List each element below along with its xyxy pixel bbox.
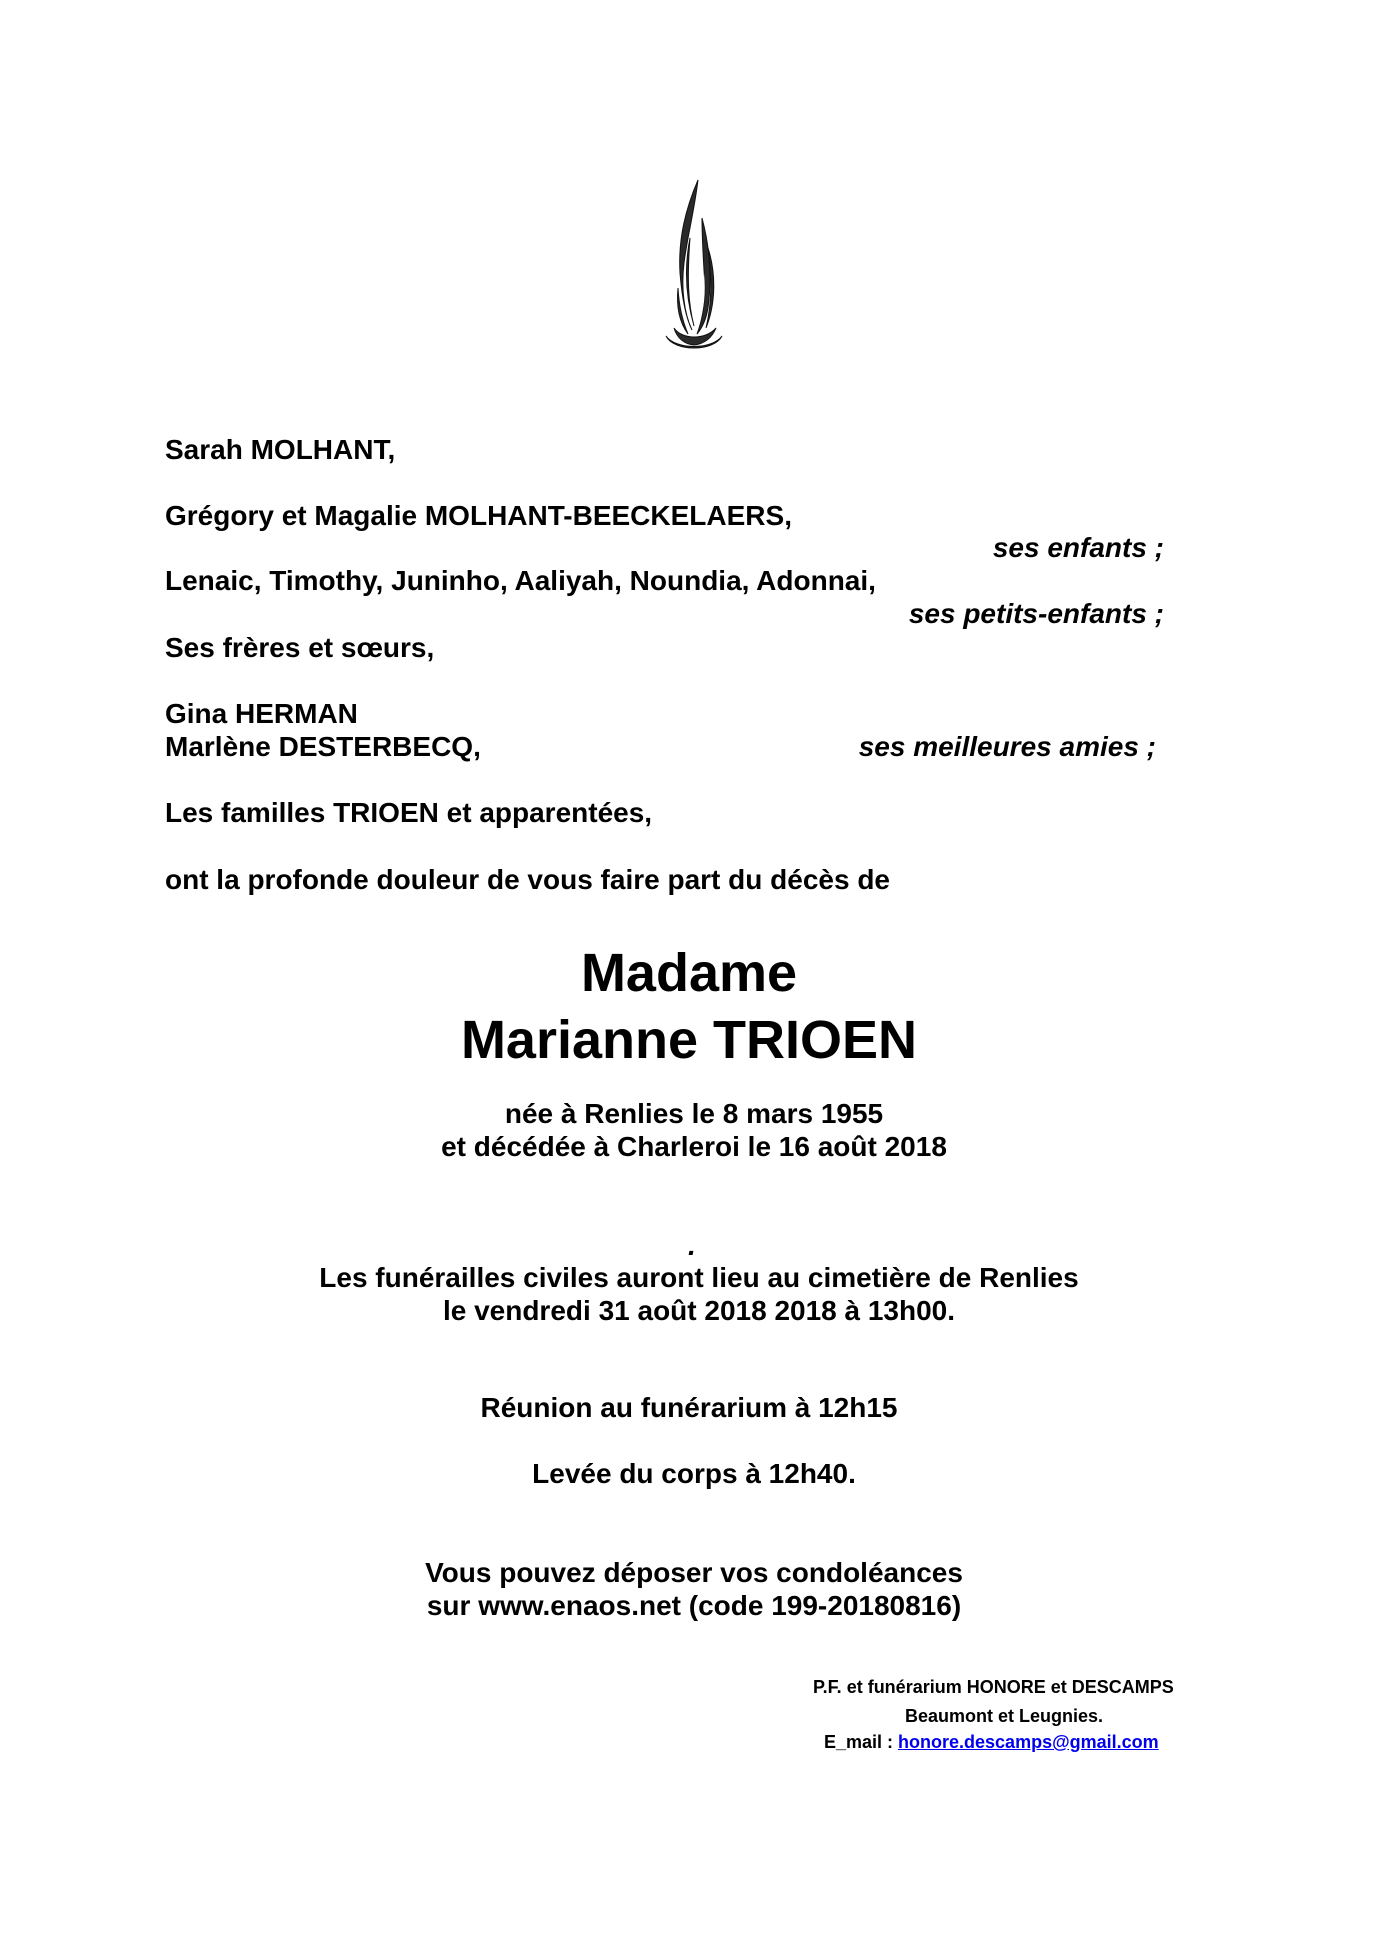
flame-icon [664, 178, 724, 356]
funeral-home-name: P.F. et funérarium HONORE et DESCAMPS [813, 1677, 1174, 1697]
mourner-line: Gina HERMAN [165, 698, 358, 729]
relation-label: ses meilleures amies ; [858, 731, 1156, 762]
email-label: E_mail : [824, 1732, 899, 1752]
funeral-date: le vendredi 31 août 2018 2018 à 13h00. [442, 1295, 956, 1326]
relation-label: ses enfants ; [992, 532, 1164, 563]
birth-info: née à Renlies le 8 mars 1955 [504, 1098, 884, 1129]
death-info: et décédée à Charleroi le 16 août 2018 [441, 1131, 947, 1162]
departure-time: Levée du corps à 12h40. [532, 1458, 856, 1489]
funeral-info: Les funérailles civiles auront lieu au cimetière de Renlies [319, 1262, 1079, 1293]
meeting-time: Réunion au funérarium à 12h15 [480, 1392, 898, 1423]
mourner-line: Ses frères et sœurs, [165, 632, 435, 663]
email-line [824, 1731, 1159, 1753]
mourner-line: Sarah MOLHANT, [165, 434, 396, 465]
deceased-name: Marianne TRIOEN [460, 1010, 918, 1070]
mourner-line: Grégory et Magalie MOLHANT-BEECKELAERS, [165, 500, 792, 531]
announcement-text: ont la profonde douleur de vous faire part du décès de [165, 864, 890, 895]
separator-dot: . [688, 1230, 696, 1261]
mourner-line: Lenaic, Timothy, Juninho, Aaliyah, Noundia, Adonnai, [165, 565, 876, 596]
mourner-line: Marlène DESTERBECQ, [165, 731, 481, 762]
condolences-website: sur www.enaos.net (code 199-20180816) [426, 1590, 962, 1621]
deceased-title: Madame [580, 943, 798, 1003]
mourner-line: Les familles TRIOEN et apparentées, [165, 797, 653, 828]
condolences-text: Vous pouvez déposer vos condoléances [425, 1557, 963, 1588]
funeral-home-location: Beaumont et Leugnies. [905, 1706, 1104, 1726]
email-link[interactable]: honore.descamps@gmail.com [898, 1732, 1159, 1752]
relation-label: ses petits-enfants ; [908, 598, 1164, 629]
